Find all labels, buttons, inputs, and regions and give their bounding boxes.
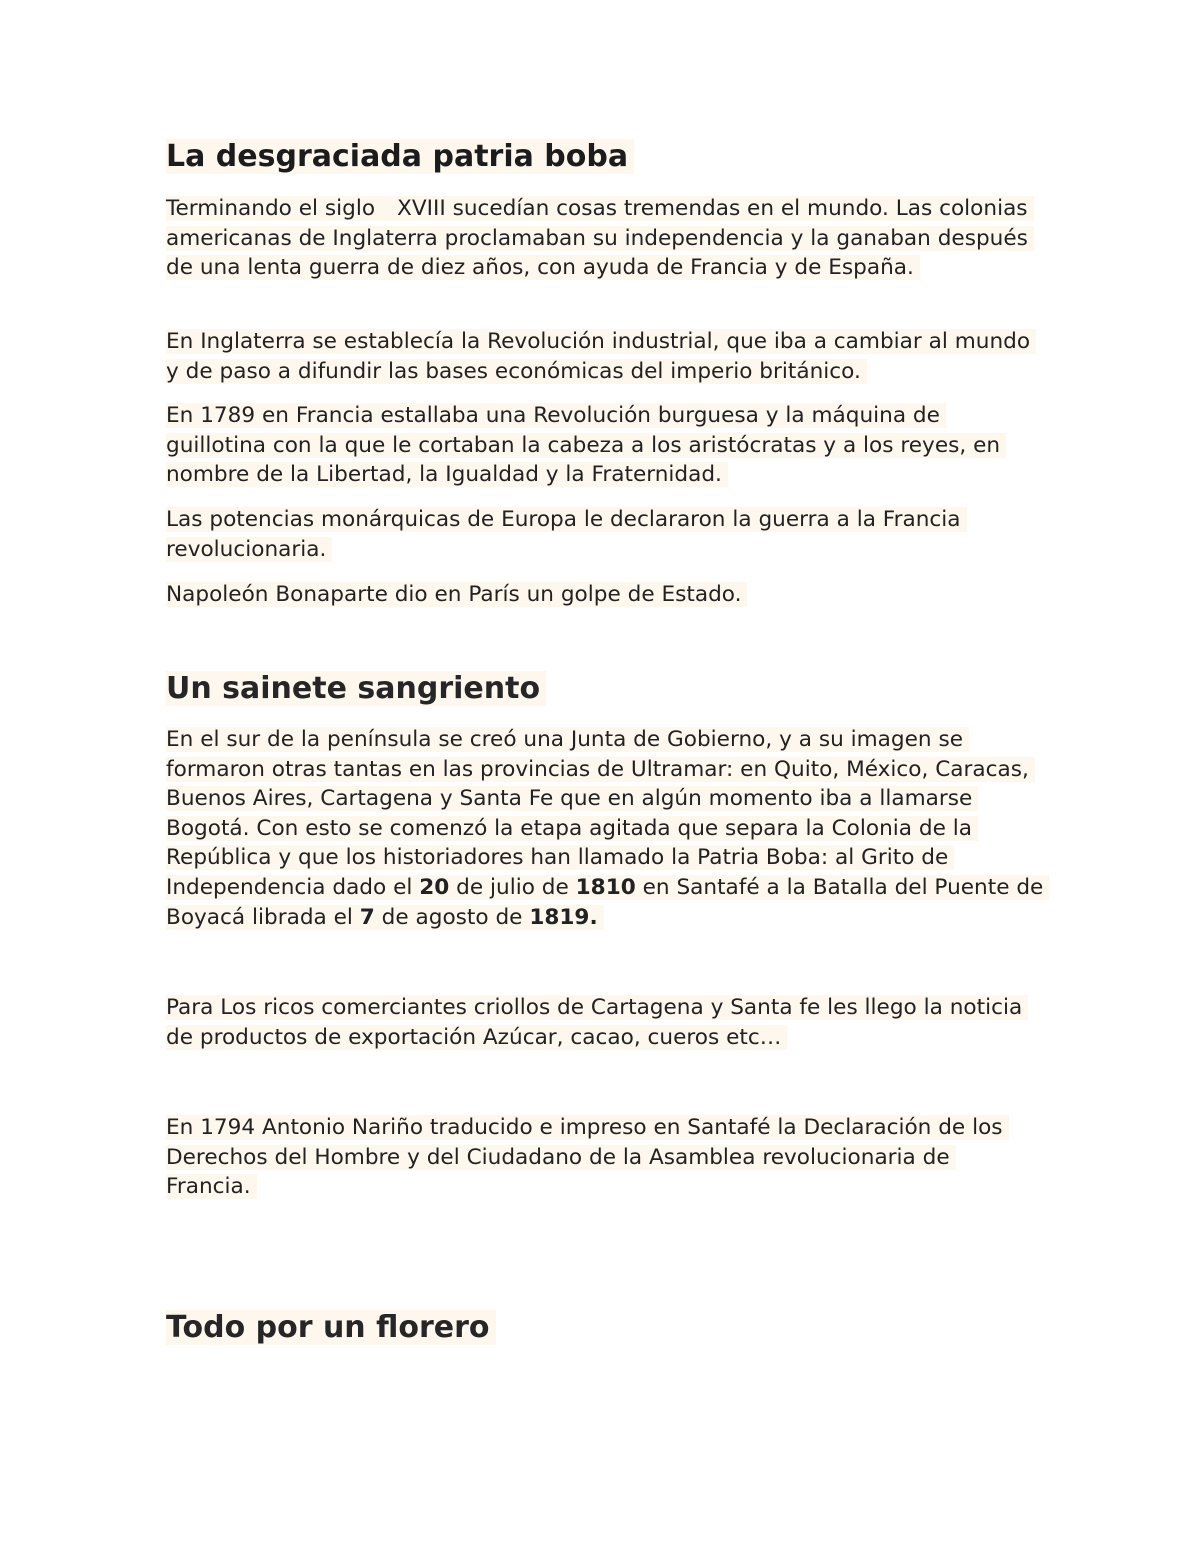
text-segment: de agosto de: [374, 904, 530, 930]
text-segment: en Santafé a la Batalla del Puente de Boyacá librada el: [166, 874, 1044, 930]
paragraph-revolucion-burguesa: [166, 401, 1046, 490]
date-day-bold: 20: [419, 874, 450, 900]
heading-text: Todo por un florero: [166, 1310, 496, 1345]
heading-text: Un sainete sangriento: [166, 671, 546, 706]
heading-todo-por-un-florero: [166, 1308, 496, 1348]
paragraph-text-rest: XVIII sucedían cosas tremendas en el mundo. Las colonias americanas de Inglaterra proclamaban su independencia y la ganaban después de una lenta guerra de diez años, con ayuda de Francia y de España.: [166, 196, 1028, 281]
heading-un-sainete-sangriento: [166, 669, 546, 709]
date-year-bold: 1819.: [529, 904, 598, 930]
paragraph-antonio-narino: [166, 1113, 1046, 1202]
paragraph-napoleon: [166, 580, 1046, 610]
date-day-bold: 7: [359, 904, 375, 930]
heading-la-desgraciada-patria-boba: [166, 137, 634, 177]
paragraph-text-part: [166, 196, 1034, 280]
paragraph-text: Para Los ricos comerciantes criollos de Cartagena y Santa fe les llego la noticia de productos de exportación Azúcar, cacao, cueros etc…: [166, 995, 1028, 1050]
paragraph-text: En 1794 Antonio Nariño traducido e impreso en Santafé la Declaración de los Derechos del Hombre y del Ciudadano de la Asamblea revolucionaria de Francia.: [166, 1115, 1009, 1199]
paragraph-text: En Inglaterra se establecía la Revolución industrial, que iba a cambiar al mundo y de paso a difundir las bases económicas del imperio británico.: [166, 329, 1036, 384]
paragraph-siglo-xviii: [166, 194, 1046, 283]
paragraph-text-part: [166, 727, 1049, 930]
heading-text: La desgraciada patria boba: [166, 139, 634, 174]
date-year-bold: 1810: [575, 874, 636, 900]
text-segment: En el sur de la península se creó una Junta de Gobierno, y a su imagen se formaron otras tantas en las provincias de Ultramar: en Quito, México, Caracas, Buenos Aires, Cartagena y Santa Fe que en algún momento iba a llamarse Bogotá. Con esto se comenzó la etapa agitada que separa la Colonia de la República y que los historiadores han llamado la Patria Boba: al Grito de Independencia dado el: [166, 727, 1029, 900]
text-segment: de julio de: [449, 874, 576, 900]
paragraph-junta-de-gobierno: [166, 725, 1046, 932]
paragraph-revolucion-industrial: [166, 327, 1046, 386]
paragraph-potencias-monarquicas: [166, 505, 1046, 564]
paragraph-text-start: Terminando el siglo: [166, 196, 376, 221]
paragraph-text: En 1789 en Francia estallaba una Revolución burguesa y la máquina de guillotina con la que le cortaban la cabeza a los aristócratas y a los reyes, en nombre de la Libertad, la Igualdad y la Fraternidad.: [166, 403, 1006, 487]
paragraph-comerciantes-criollos: [166, 993, 1046, 1052]
paragraph-text: Napoleón Bonaparte dio en París un golpe de Estado.: [166, 582, 747, 607]
paragraph-text: Las potencias monárquicas de Europa le declararon la guerra a la Francia revolucionaria.: [166, 507, 967, 562]
